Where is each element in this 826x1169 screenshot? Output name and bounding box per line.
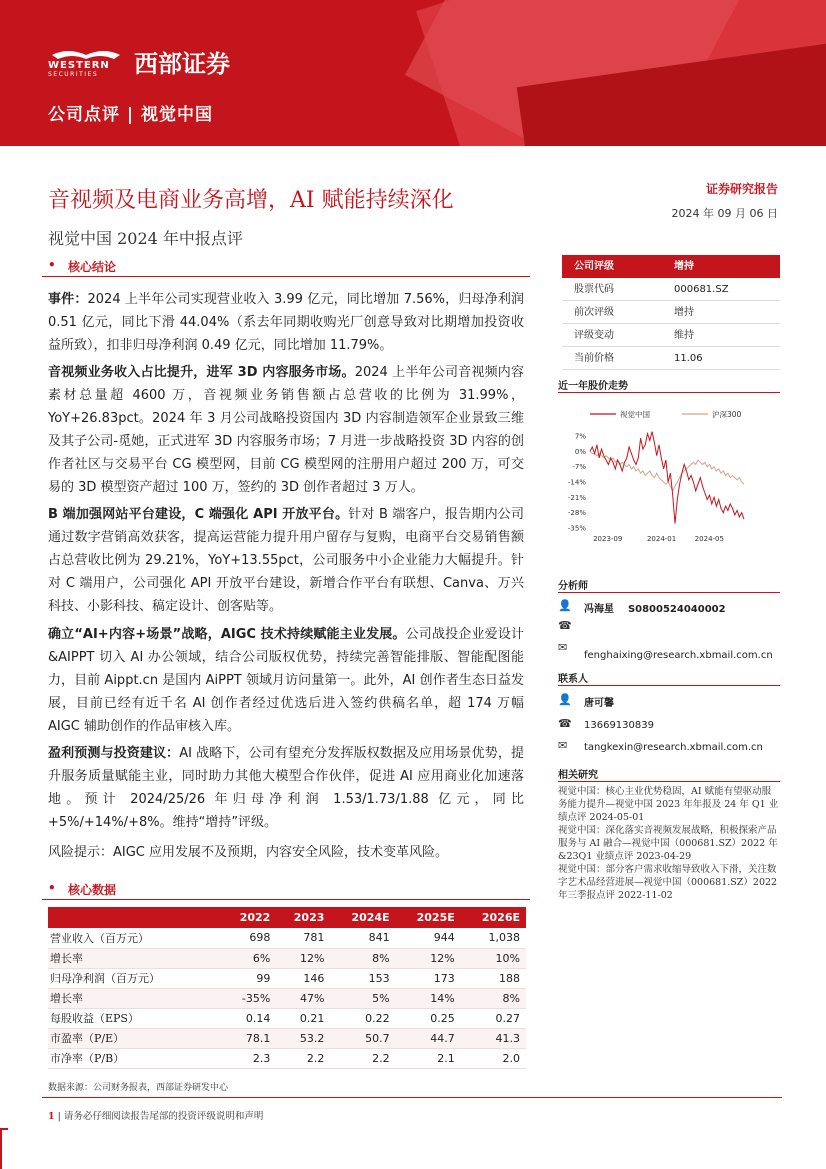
logo-securities: SECURITIES [48,70,99,78]
row-label: 每股收益（EPS） [48,1008,222,1028]
footer-divider [42,1097,782,1098]
table-cell: 188 [461,968,526,988]
paragraph-event: 事件：2024 上半年公司实现营业收入 3.99 亿元，同比增加 7.56%，归母净利润 0.51 亿元，同比下滑 44.04%（系去年同期收购光厂创意导致对比期增加投资收益所致），扣非归母净利润 0.49 亿元，同比增加 11.79%。 [48,292,524,353]
y-tick-label: -35% [567,524,586,533]
email-icon: ✉ [558,641,568,654]
row-label: 增长率 [48,948,222,968]
table-cell: 2.2 [330,1048,395,1068]
data-source: 数据来源：公司财务报表，西部证券研发中心 [48,1083,229,1093]
table-body [48,928,526,1068]
phone-icon: ☎ [558,619,572,632]
disclaimer-text: 请务必仔细阅读报告尾部的投资评级说明和声明 [63,1111,264,1122]
logo-cn: 西部证券 [134,50,230,78]
related-title: 相关研究 [558,770,598,781]
divider [558,781,780,782]
rating-row: 评级变动 维持 [562,324,780,347]
table-cell: 5% [330,988,395,1008]
table-cell: 6% [222,948,276,968]
table-cell: 153 [330,968,395,988]
section-core-conclusion: • 核心结论 [42,257,530,277]
paragraph-av-business: 音视频业务收入占比提升，进军 3D 内容服务市场。2024 上半年公司音视频内容素材总量超 4600 万，音视频业务销售额占总营收的比例为 31.99%，YoY+26.83pct。2024 年 3 月公司战略投资国内 3D 内容制造领军企业景致三维及其子公司-觅她，正式进军 3D 内容服务市场；7 月进一步战略投资 3D 内容的创作者社区与交易平台 CG 模型网，目前 CG 模型网的注册用户超过 200 万，可交易的 3D 模型资产超过 100 万，签约的 3D 创作者超过 3 万人。 [48,365,525,495]
table-cell: 2.2 [276,1048,330,1068]
divider [558,685,780,686]
contact-email[interactable]: tangkexin@research.xbmail.com.cn [584,742,763,753]
table-cell: 0.14 [222,1008,276,1028]
rating-table [562,255,780,370]
table-row [48,948,526,968]
y-tick-label: -28% [567,509,586,518]
legend-label-0: 视觉中国 [620,410,650,419]
y-tick-label: -21% [567,493,586,502]
table-row [48,1048,526,1068]
y-tick-label: 0% [574,447,586,456]
table-cell: 781 [276,928,330,948]
y-tick-label: 7% [574,432,586,441]
stock-chart-title: 近一年股价走势 [558,381,628,392]
table-cell: 173 [396,968,461,988]
section-core-data: • 核心数据 [42,880,530,900]
analyst-email[interactable]: fenghaixing@research.xbmail.com.cn [584,650,773,661]
related-item[interactable]: 视觉中国：部分客户需求收缩导致收入下滑，关注数字艺术品经营进展—视觉中国（000681.SZ）2022 年三季报点评 2022-11-02 [558,864,778,901]
table-cell: 146 [276,968,330,988]
report-type: 证券研究报告 [705,182,778,196]
page-number: 1 [48,1111,55,1122]
paragraph-aigc: 确立“AI+内容+场景”战略，AIGC 技术持续赋能主业发展。公司战投企业爱设计&AIPPT 切入 AI 办公领域，结合公司版权优势，持续完善智能排版、智能配图能力，目前 Aippt.cn 是国内 AiPPT 领域月访问量第一。此外，AI 创作者生态日益发展，目前已经有近千名 AI 创作者经过优选后进入签约供稿名单，超 174 万幅 AIGC 辅助创作的作品审核入库。 [48,627,524,734]
chart-lines [590,432,744,524]
table-cell: 14% [396,988,461,1008]
email-icon: ✉ [558,739,568,752]
paragraph-risk: 风险提示：AIGC 应用发展不及预期，内容安全风险，技术变革风险。 [48,845,449,860]
x-tick-label: 2024-01 [646,535,677,543]
table-cell: 41.3 [461,1028,526,1048]
related-item[interactable]: 视觉中国：核心主业优势稳固，AI 赋能有望驱动服务能力提升—视觉中国 2023 年年报及 24 年 Q1 业绩点评 2024-05-01 [558,786,779,823]
rating-row: 当前价格 11.06 [562,347,780,370]
table-cell: 10% [461,948,526,968]
row-label: 增长率 [48,988,222,1008]
report-subtitle: 视觉中国 2024 年中报点评 [48,229,243,248]
y-tick-label: -7% [572,463,586,472]
divider [558,592,780,593]
x-axis [593,535,724,543]
stock-chart [558,400,780,545]
table-cell: 0.25 [396,1008,461,1028]
company-logo [48,44,230,79]
related-item[interactable]: 视觉中国：深化落实音视频发展战略，积极探索产品服务与 AI 融合—视觉中国（000681.SZ）2022 年&23Q1 业绩点评 2023-04-29 [558,825,778,862]
contact-title: 联系人 [558,674,588,685]
corner-decoration [0,1128,8,1169]
table-row [48,1008,526,1028]
bullet-icon: • [48,881,56,895]
logo-western: WESTERN [48,59,110,71]
table-header-row: 2022 2023 2024E 2025E 2026E [48,907,526,928]
contact-name: 唐可馨 [584,698,614,709]
logo-mark-icon [48,49,124,78]
legend-label-1: 沪深300 [712,410,742,419]
financial-table [48,907,526,1069]
table-cell: 53.2 [276,1028,330,1048]
table-cell: 12% [396,948,461,968]
rating-row: 前次评级 增持 [562,301,780,324]
table-cell: 99 [222,968,276,988]
paragraph-forecast: 盈利预测与投资建议：AI 战略下，公司有望充分发挥版权数据及应用场景优势，提升服务质量赋能主业，同时助力其他大模型合作伙伴，促进 AI 应用商业化加速落地。预计 2024/25/26 年归母净利润 1.53/1.73/1.88 亿元，同比+5%/+14%/+8%。维持“增持”评级。 [48,746,524,830]
page-footer: 1 | 请务必仔细阅读报告尾部的投资评级说明和声明 [48,1111,264,1122]
table-cell: 698 [222,928,276,948]
phone-icon: ☎ [558,717,572,730]
y-axis [568,433,586,533]
x-tick-label: 2024-05 [694,535,724,543]
table-cell: 47% [276,988,330,1008]
table-cell: 0.21 [276,1008,330,1028]
x-tick-label: 2023-09 [593,535,623,543]
table-cell: 0.22 [330,1008,395,1028]
analyst-title: 分析师 [558,581,588,592]
table-cell: -35% [222,988,276,1008]
row-label: 营业收入（百万元） [48,928,222,948]
table-cell: 78.1 [222,1028,276,1048]
divider [558,392,780,393]
table-cell: 8% [461,988,526,1008]
stock-chart-svg [558,400,780,545]
table-cell: 2.0 [461,1048,526,1068]
table-cell: 1,038 [461,928,526,948]
report-date: 2024 年 09 月 06 日 [671,207,778,220]
table-row [48,968,526,988]
y-tick-label: -14% [567,478,586,487]
row-label: 市净率（P/B） [48,1048,222,1068]
table-row [48,1028,526,1048]
rating-head-row: 公司评级 增持 [562,255,780,278]
report-title: 音视频及电商业务高增，AI 赋能持续深化 [48,188,454,213]
report-header [0,0,826,146]
header-subtitle: 公司点评 | 视觉中国 [48,105,214,125]
paragraph-platform: B 端加强网站平台建设，C 端强化 API 开放平台。针对 B 端客户，报告期内公司通过数字营销高效获客，提高运营能力提升用户留存与复购，电商平台交易销售额占总营收比例为 29.21%，YoY+13.55pct，公司服务中小企业能力大幅提升。针对 C 端用户，公司强化 API 开放平台建设，新增合作平台有联想、Canva、万兴科技、小影科技、稿定设计、创客贴等。 [48,507,525,614]
person-icon: 👤 [558,693,572,706]
analyst-name: 冯海星 S0800524040002 [584,604,726,615]
table-cell: 841 [330,928,395,948]
table-cell: 944 [396,928,461,948]
row-label: 市盈率（P/E） [48,1028,222,1048]
contact-phone: 13669130839 [584,720,654,731]
table-cell: 12% [276,948,330,968]
table-row [48,988,526,1008]
table-cell: 44.7 [396,1028,461,1048]
person-icon: 👤 [558,599,572,612]
table-cell: 50.7 [330,1028,395,1048]
bullet-icon: • [48,258,56,272]
rating-row: 股票代码 000681.SZ [562,278,780,301]
table-cell: 2.1 [396,1048,461,1068]
row-label: 归母净利润（百万元） [48,968,222,988]
table-cell: 2.3 [222,1048,276,1068]
table-cell: 0.27 [461,1008,526,1028]
related-list [558,785,780,902]
series-line-视觉中国 [590,432,744,524]
table-row [48,928,526,948]
chart-legend [590,409,742,419]
table-cell: 8% [330,948,395,968]
